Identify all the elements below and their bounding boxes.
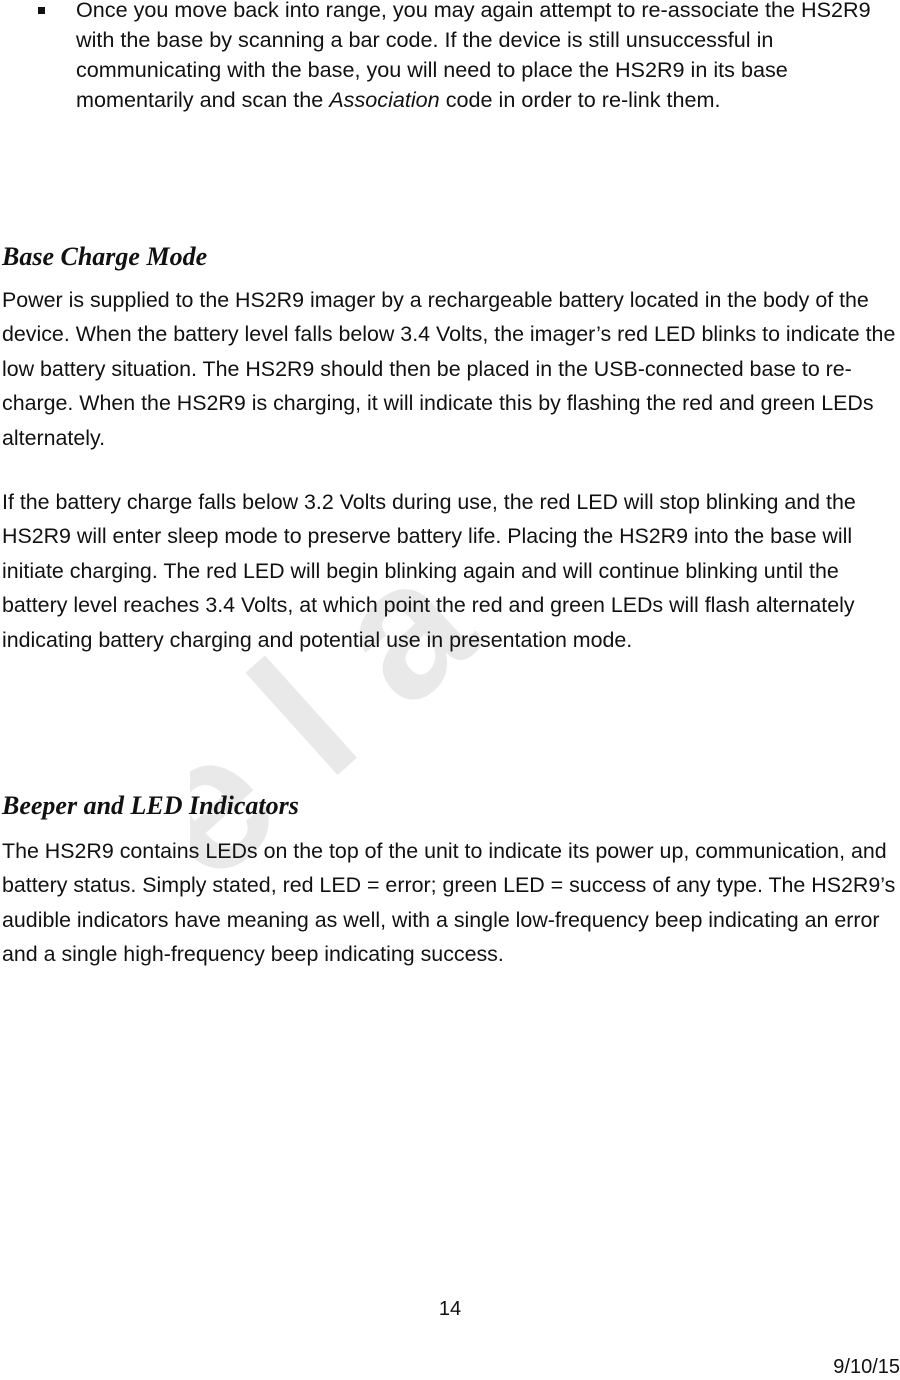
footer-date: 9/10/15 xyxy=(833,1356,900,1378)
base-charge-mode-heading: Base Charge Mode xyxy=(2,242,208,271)
bullet-text xyxy=(76,0,871,112)
watermark-text: e l a xyxy=(190,515,513,910)
page-number: 14 xyxy=(438,1298,462,1320)
beeper-led-paragraph: The HS2R9 contains LEDs on the top of the unit to indicate its power up, communication, and battery status. Simply stated, red LED = error; green LED = success of any type. The HS2R9’s audible indicators have meaning as well, with a single low-frequency beep indicating an error and a single high-frequency beep indicating success. xyxy=(2,839,896,967)
association-emphasis: Association xyxy=(329,87,440,112)
bullet-text-after: code in order to re-link them. xyxy=(439,87,721,112)
base-charge-paragraph-1: Power is supplied to the HS2R9 imager by a rechargeable battery located in the body of the device. When the battery level falls below 3.4 Volts, the imager’s red LED blinks to indicate the low battery situation. The HS2R9 should then be placed in the USB-connected base to re-charge. When the HS2R9 is charging, it will indicate this by flashing the red and green LEDs alternately. xyxy=(2,288,896,450)
beeper-led-heading: Beeper and LED Indicators xyxy=(2,791,299,820)
bullet-text-before: Once you move back into range, you may again attempt to re-associate the HS2R9 with the base by scanning a bar code. If the device is still unsuccessful in communicating with the base, you will need to place the HS2R9 in its base momentarily and scan the xyxy=(76,0,871,112)
base-charge-paragraph-2: If the battery charge falls below 3.2 Volts during use, the red LED will stop blinking and the HS2R9 will enter sleep mode to preserve battery life. Placing the HS2R9 into the base will initiate charging. The red LED will begin blinking again and will continue blinking until the battery level reaches 3.4 Volts, at which point the red and green LEDs will flash alternately indicating battery charging and potential use in presentation mode. xyxy=(2,490,856,652)
bullet-item xyxy=(0,0,900,115)
square-bullet-icon xyxy=(38,7,45,14)
bullet-list xyxy=(0,0,900,115)
